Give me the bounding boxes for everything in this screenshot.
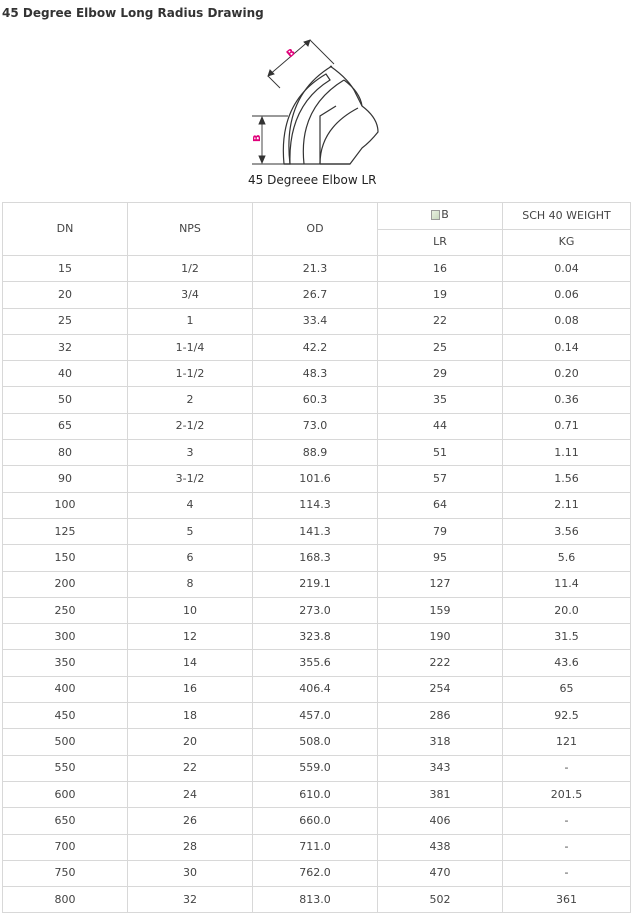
cell-dn: 300 — [3, 624, 128, 650]
cell-od: 21.3 — [253, 256, 378, 282]
cell-weight: 1.56 — [503, 466, 631, 492]
cell-weight: - — [503, 755, 631, 781]
cell-weight: 0.08 — [503, 308, 631, 334]
cell-lr: 35 — [378, 387, 503, 413]
cell-nps: 1-1/4 — [128, 334, 253, 360]
cell-lr: 51 — [378, 440, 503, 466]
cell-od: 273.0 — [253, 597, 378, 623]
broken-image-alt: B — [441, 207, 449, 221]
dimension-label-top: B — [284, 46, 298, 61]
table-row — [3, 545, 631, 571]
cell-dn: 125 — [3, 518, 128, 544]
cell-lr: 438 — [378, 834, 503, 860]
cell-lr: 95 — [378, 545, 503, 571]
table-row — [3, 256, 631, 282]
broken-image-icon — [431, 209, 449, 221]
table-row — [3, 282, 631, 308]
cell-nps: 18 — [128, 703, 253, 729]
cell-nps: 6 — [128, 545, 253, 571]
cell-nps: 1 — [128, 308, 253, 334]
table-row — [3, 518, 631, 544]
cell-weight: 5.6 — [503, 545, 631, 571]
cell-weight: 65 — [503, 676, 631, 702]
cell-dn: 150 — [3, 545, 128, 571]
cell-dn: 650 — [3, 808, 128, 834]
header-kg: KG — [503, 229, 631, 256]
table-row — [3, 703, 631, 729]
cell-dn: 32 — [3, 334, 128, 360]
cell-dn: 800 — [3, 887, 128, 913]
page-title: 45 Degree Elbow Long Radius Drawing — [2, 6, 264, 20]
header-od: OD — [253, 203, 378, 256]
cell-dn: 700 — [3, 834, 128, 860]
cell-dn: 200 — [3, 571, 128, 597]
table-row — [3, 676, 631, 702]
cell-weight: 43.6 — [503, 650, 631, 676]
cell-nps: 30 — [128, 860, 253, 886]
cell-dn: 350 — [3, 650, 128, 676]
cell-lr: 254 — [378, 676, 503, 702]
cell-dn: 40 — [3, 361, 128, 387]
top-dimension-line — [268, 40, 334, 88]
cell-lr: 381 — [378, 781, 503, 807]
table-row — [3, 808, 631, 834]
cell-nps: 1-1/2 — [128, 361, 253, 387]
table-row — [3, 755, 631, 781]
cell-lr: 343 — [378, 755, 503, 781]
cell-od: 60.3 — [253, 387, 378, 413]
cell-lr: 222 — [378, 650, 503, 676]
cell-nps: 28 — [128, 834, 253, 860]
cell-lr: 16 — [378, 256, 503, 282]
cell-od: 508.0 — [253, 729, 378, 755]
table-row — [3, 308, 631, 334]
cell-weight: 20.0 — [503, 597, 631, 623]
header-nps: NPS — [128, 203, 253, 256]
drawing-caption: 45 Degreee Elbow LR — [248, 173, 377, 187]
cell-nps: 3/4 — [128, 282, 253, 308]
table-row — [3, 571, 631, 597]
cell-weight: - — [503, 808, 631, 834]
cell-weight: 0.06 — [503, 282, 631, 308]
cell-od: 355.6 — [253, 650, 378, 676]
cell-lr: 25 — [378, 334, 503, 360]
table-row — [3, 650, 631, 676]
cell-dn: 80 — [3, 440, 128, 466]
elbow-body — [283, 66, 378, 164]
cell-dn: 50 — [3, 387, 128, 413]
cell-weight: 1.11 — [503, 440, 631, 466]
dimension-label-left: B — [252, 134, 263, 142]
cell-od: 114.3 — [253, 492, 378, 518]
cell-od: 101.6 — [253, 466, 378, 492]
cell-weight: 201.5 — [503, 781, 631, 807]
cell-lr: 44 — [378, 413, 503, 439]
cell-od: 48.3 — [253, 361, 378, 387]
table-row — [3, 624, 631, 650]
cell-dn: 600 — [3, 781, 128, 807]
table-row — [3, 361, 631, 387]
header-dn: DN — [3, 203, 128, 256]
cell-weight: - — [503, 860, 631, 886]
cell-dn: 400 — [3, 676, 128, 702]
cell-nps: 2-1/2 — [128, 413, 253, 439]
cell-nps: 3-1/2 — [128, 466, 253, 492]
cell-od: 559.0 — [253, 755, 378, 781]
cell-dn: 100 — [3, 492, 128, 518]
table-row — [3, 387, 631, 413]
header-broken-image — [378, 203, 503, 230]
cell-lr: 22 — [378, 308, 503, 334]
cell-lr: 79 — [378, 518, 503, 544]
table-row — [3, 834, 631, 860]
table-row — [3, 597, 631, 623]
cell-nps: 16 — [128, 676, 253, 702]
cell-nps: 3 — [128, 440, 253, 466]
cell-weight: 92.5 — [503, 703, 631, 729]
header-weight: SCH 40 WEIGHT — [503, 203, 631, 230]
cell-od: 33.4 — [253, 308, 378, 334]
cell-weight: 0.14 — [503, 334, 631, 360]
cell-nps: 4 — [128, 492, 253, 518]
cell-nps: 32 — [128, 887, 253, 913]
cell-weight: 31.5 — [503, 624, 631, 650]
cell-lr: 127 — [378, 571, 503, 597]
cell-nps: 22 — [128, 755, 253, 781]
cell-dn: 500 — [3, 729, 128, 755]
cell-weight: 0.71 — [503, 413, 631, 439]
cell-nps: 10 — [128, 597, 253, 623]
cell-nps: 14 — [128, 650, 253, 676]
cell-lr: 57 — [378, 466, 503, 492]
cell-weight: 0.04 — [503, 256, 631, 282]
cell-od: 219.1 — [253, 571, 378, 597]
cell-dn: 550 — [3, 755, 128, 781]
cell-od: 323.8 — [253, 624, 378, 650]
cell-nps: 26 — [128, 808, 253, 834]
cell-nps: 8 — [128, 571, 253, 597]
cell-weight: 0.36 — [503, 387, 631, 413]
cell-lr: 190 — [378, 624, 503, 650]
image-placeholder-icon — [431, 210, 440, 220]
cell-od: 406.4 — [253, 676, 378, 702]
cell-od: 660.0 — [253, 808, 378, 834]
table-header — [3, 203, 631, 256]
cell-lr: 286 — [378, 703, 503, 729]
table-row — [3, 729, 631, 755]
cell-lr: 29 — [378, 361, 503, 387]
cell-weight: 121 — [503, 729, 631, 755]
cell-od: 762.0 — [253, 860, 378, 886]
table-row — [3, 860, 631, 886]
table-body — [3, 256, 631, 913]
cell-lr: 502 — [378, 887, 503, 913]
cell-dn: 250 — [3, 597, 128, 623]
cell-lr: 159 — [378, 597, 503, 623]
cell-nps: 24 — [128, 781, 253, 807]
cell-lr: 19 — [378, 282, 503, 308]
table-row — [3, 413, 631, 439]
cell-od: 610.0 — [253, 781, 378, 807]
cell-lr: 470 — [378, 860, 503, 886]
cell-weight: 0.20 — [503, 361, 631, 387]
cell-lr: 318 — [378, 729, 503, 755]
cell-nps: 1/2 — [128, 256, 253, 282]
cell-dn: 750 — [3, 860, 128, 886]
elbow-drawing — [238, 36, 388, 174]
table-row — [3, 492, 631, 518]
table-row — [3, 466, 631, 492]
cell-dn: 25 — [3, 308, 128, 334]
cell-dn: 90 — [3, 466, 128, 492]
cell-weight: 2.11 — [503, 492, 631, 518]
cell-dn: 15 — [3, 256, 128, 282]
table-row — [3, 440, 631, 466]
cell-od: 457.0 — [253, 703, 378, 729]
cell-weight: 11.4 — [503, 571, 631, 597]
cell-lr: 64 — [378, 492, 503, 518]
header-lr: LR — [378, 229, 503, 256]
cell-od: 73.0 — [253, 413, 378, 439]
table-row — [3, 781, 631, 807]
cell-weight: - — [503, 834, 631, 860]
cell-dn: 450 — [3, 703, 128, 729]
cell-dn: 65 — [3, 413, 128, 439]
cell-od: 813.0 — [253, 887, 378, 913]
cell-nps: 2 — [128, 387, 253, 413]
cell-od: 711.0 — [253, 834, 378, 860]
cell-nps: 20 — [128, 729, 253, 755]
cell-dn: 20 — [3, 282, 128, 308]
cell-lr: 406 — [378, 808, 503, 834]
table-row — [3, 334, 631, 360]
dimensions-table — [2, 202, 631, 913]
cell-od: 42.2 — [253, 334, 378, 360]
cell-od: 168.3 — [253, 545, 378, 571]
cell-nps: 12 — [128, 624, 253, 650]
cell-weight: 3.56 — [503, 518, 631, 544]
table-row — [3, 887, 631, 913]
cell-od: 88.9 — [253, 440, 378, 466]
cell-weight: 361 — [503, 887, 631, 913]
cell-od: 141.3 — [253, 518, 378, 544]
cell-od: 26.7 — [253, 282, 378, 308]
cell-nps: 5 — [128, 518, 253, 544]
